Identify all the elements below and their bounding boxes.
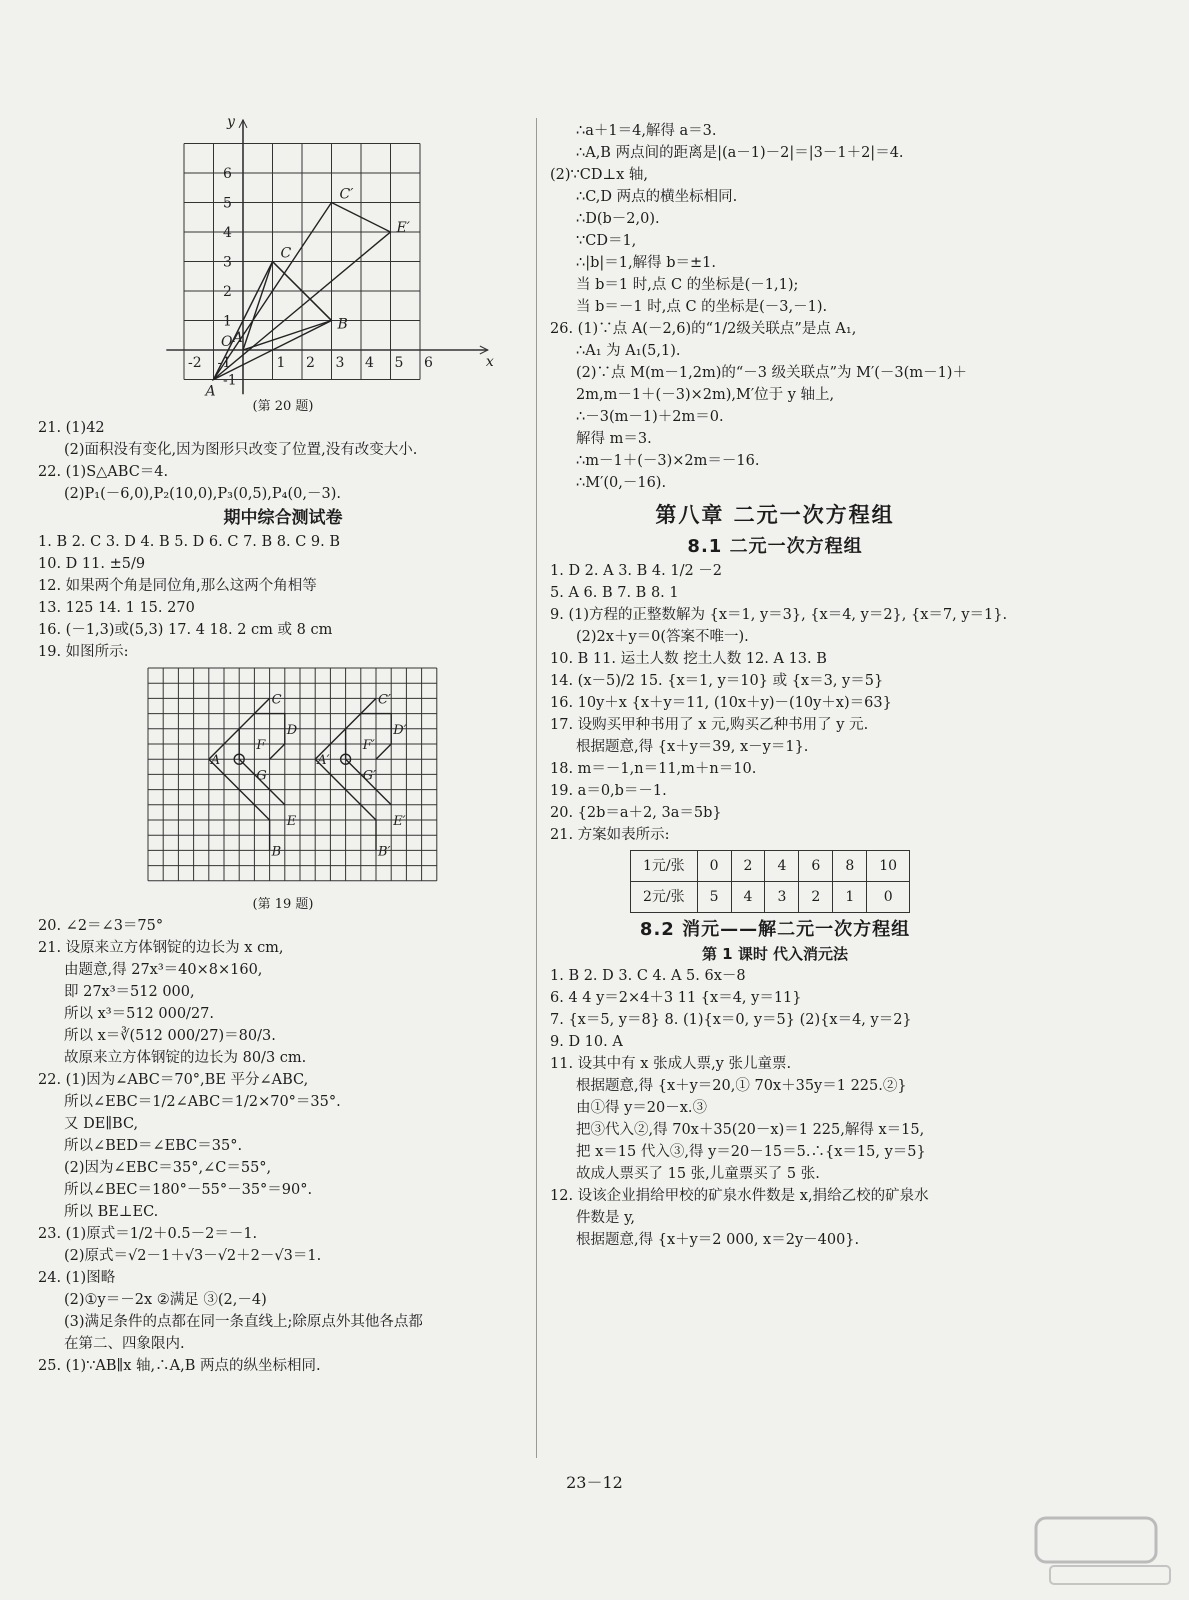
point-label: G′: [362, 768, 377, 784]
answer-line: 由①得 y＝20－x.③: [576, 1100, 708, 1116]
point-label: E′: [396, 220, 410, 236]
answer-line: 2m,m－1＋(－3)×2m),M′位于 y 轴上,: [576, 387, 835, 403]
answer-line: 当 b＝1 时,点 C 的坐标是(－1,1);: [576, 277, 799, 293]
answer-line: 所以 x³＝512 000/27.: [64, 1006, 215, 1022]
chapter-title: 第八章 二元一次方程组: [655, 503, 895, 527]
table-cell: 3: [765, 882, 799, 913]
table-cell: 6: [799, 851, 833, 882]
answer-line: 18. m＝－1,n＝11,m＋n＝10.: [550, 761, 757, 777]
answer-line: (2)2x＋y＝0(答案不唯一).: [576, 629, 749, 645]
answer-line: 所以∠EBC＝1/2∠ABC＝1/2×70°＝35°.: [64, 1094, 341, 1110]
answer-line: 根据题意,得 {x＋y＝39, x－y＝1}.: [576, 739, 809, 755]
y-tick-label: 6: [223, 166, 232, 182]
table-cell: 8: [833, 851, 867, 882]
midterm-title: 期中综合测试卷: [223, 508, 343, 528]
answer-line: 24. (1)图略: [38, 1270, 116, 1286]
answer-line: 22. (1)因为∠ABC＝70°,BE 平分∠ABC,: [38, 1072, 309, 1088]
section-title: 8.2 消元——解二元一次方程组: [639, 919, 911, 940]
answer-line: 所以 x＝∛(512 000/27)＝80/3.: [64, 1028, 276, 1044]
answer-line: ∴|b|＝1,解得 b＝±1.: [576, 255, 716, 271]
x-tick-label: -1: [217, 355, 232, 371]
answer-line: (2)①y＝－2x ②满足 ③(2,－4): [64, 1292, 267, 1308]
y-tick-label: 4: [223, 225, 232, 241]
answer-line: 当 b＝－1 时,点 C 的坐标是(－3,－1).: [576, 299, 828, 315]
y-axis-label: y: [227, 113, 235, 130]
answer-line: (2)∵CD⊥x 轴,: [550, 167, 649, 183]
table-cell: 1: [833, 882, 867, 913]
answer-line: (2)∵点 M(m－1,2m)的“－3 级关联点”为 M′(－3(m－1)＋: [576, 365, 967, 381]
answer-line: 26. (1)∵点 A(－2,6)的“1/2级关联点”是点 A₁,: [550, 321, 857, 337]
answer-line: 所以 BE⊥EC.: [64, 1204, 159, 1220]
table-cell: 2: [799, 882, 833, 913]
y-tick-label: -1: [223, 372, 237, 389]
answer-line: 19. 如图所示:: [38, 644, 129, 660]
x-tick-label: -2: [188, 355, 202, 371]
x-tick-label: 3: [335, 355, 345, 371]
answer-line: 13. 125 14. 1 15. 270: [38, 600, 195, 616]
answer-line: 解得 m＝3.: [576, 431, 652, 447]
table-cell: 1元/张: [631, 851, 698, 882]
answer-line: 14. (x－5)/2 15. {x＝1, y＝10} 或 {x＝3, y＝5}: [550, 673, 884, 689]
answer-line: 把③代入②,得 70x＋35(20－x)＝1 225,解得 x＝15,: [576, 1122, 925, 1138]
y-tick-label: 2: [223, 284, 232, 300]
answer-line: (2)原式＝√2－1＋√3－√2＋2－√3＝1.: [64, 1248, 322, 1264]
table-cell: 5: [697, 882, 731, 913]
answer-line: 12. 如果两个角是同位角,那么这两个角相等: [38, 578, 317, 594]
answer-line: ∴－3(m－1)＋2m＝0.: [576, 409, 724, 425]
x-tick-label: 5: [394, 355, 404, 371]
answer-line: 6. 4 4 y＝2×4＋3 11 {x＝4, y＝11}: [550, 990, 802, 1006]
lesson-title: 第 1 课时 代入消元法: [701, 945, 849, 963]
answer-line: 21. 设原来立方体钢锭的边长为 x cm,: [38, 940, 284, 956]
table-cell: 2元/张: [631, 882, 698, 913]
point-label: C: [271, 692, 282, 708]
answer-line: 7. {x＝5, y＝8} 8. (1){x＝0, y＝5} (2){x＝4, y＝2}: [550, 1012, 912, 1028]
answer-line: 19. a＝0,b＝－1.: [550, 783, 667, 799]
answer-line: (2)P₁(－6,0),P₂(10,0),P₃(0,5),P₄(0,－3).: [64, 486, 341, 502]
answer-line: 12. 设该企业捐给甲校的矿泉水件数是 x,捐给乙校的矿泉水: [550, 1188, 929, 1204]
point-label: A: [210, 753, 221, 769]
answer-line: 1. B 2. D 3. C 4. A 5. 6x－8: [550, 968, 746, 984]
x-tick-label: 4: [365, 355, 374, 371]
answer-line: 把 x＝15 代入③,得 y＝20－15＝5.∴{x＝15, y＝5}: [576, 1144, 926, 1160]
answer-line: 5. A 6. B 7. B 8. 1: [550, 585, 679, 601]
point-label: C′: [378, 692, 391, 708]
answer-line: 10. D 11. ±5/9: [38, 556, 146, 572]
table-cell: 10: [867, 851, 910, 882]
figure-19: [38, 663, 498, 888]
point-label: D: [286, 722, 298, 738]
answer-line: 17. 设购买甲种书用了 x 元,购买乙种书用了 y 元.: [550, 717, 869, 733]
figure-20: [38, 113, 498, 400]
answer-line: 由题意,得 27x³＝40×8×160,: [64, 962, 263, 978]
point-label: C′: [339, 186, 354, 203]
answer-line: (2)面积没有变化,因为图形只改变了位置,没有改变大小.: [64, 442, 418, 458]
answer-line: 25. (1)∵AB∥x 轴,∴A,B 两点的纵坐标相同.: [38, 1358, 321, 1374]
table-cell: 2: [731, 851, 765, 882]
answer-line: 21. (1)42: [38, 420, 105, 436]
point-label: A′: [317, 753, 330, 769]
answer-line: 故成人票买了 15 张,儿童票买了 5 张.: [576, 1166, 820, 1182]
point-label: A′: [233, 330, 247, 346]
answer-line: ∴M′(0,－16).: [576, 475, 667, 491]
answer-line: 根据题意,得 {x＋y＝2 000, x＝2y－400}.: [576, 1232, 860, 1248]
answer-line: ∴m－1＋(－3)×2m＝－16.: [576, 453, 760, 469]
x-axis-label: x: [485, 354, 494, 370]
answer-line: 1. D 2. A 3. B 4. 1/2 －2: [550, 563, 723, 579]
answer-line: ∴A₁ 为 A₁(5,1).: [576, 343, 681, 359]
answer-line: 所以∠BED＝∠EBC＝35°.: [64, 1138, 243, 1154]
answer-line: 1. B 2. C 3. D 4. B 5. D 6. C 7. B 8. C 9. B: [38, 534, 341, 550]
table-cell: 4: [731, 882, 765, 913]
answer-line: (2)因为∠EBC＝35°,∠C＝55°,: [64, 1160, 272, 1176]
answer-line: 23. (1)原式＝1/2＋0.5－2＝－1.: [38, 1226, 258, 1242]
table-cell: 0: [867, 882, 910, 913]
figure-20-caption: (第 20 题): [252, 399, 314, 414]
table-cell: 4: [765, 851, 799, 882]
point-label: E: [286, 814, 297, 829]
answer-line: 9. D 10. A: [550, 1034, 623, 1050]
answer-line: 又 DE∥BC,: [64, 1116, 139, 1132]
y-tick-label: 5: [223, 195, 232, 212]
watermark-logo: [1030, 1510, 1180, 1590]
point-label: E′: [393, 814, 406, 829]
point-label: F′: [362, 738, 375, 753]
answer-line: 16. (－1,3)或(5,3) 17. 4 18. 2 cm 或 8 cm: [38, 622, 333, 638]
point-label: G: [256, 768, 267, 784]
point-label: C: [280, 245, 292, 262]
answer-line: ∴a＋1＝4,解得 a＝3.: [576, 123, 717, 139]
answer-line: 件数是 y,: [576, 1210, 635, 1226]
x-tick-label: 2: [306, 355, 315, 371]
point-label: B: [337, 316, 348, 333]
y-tick-label: 3: [223, 254, 232, 271]
answer-line: 10. B 11. 运土人数 挖土人数 12. A 13. B: [550, 651, 827, 667]
answer-line: 故原来立方体钢锭的边长为 80/3 cm.: [64, 1050, 307, 1066]
point-label: O: [221, 334, 233, 350]
right-column: [550, 120, 1008, 1251]
answer-line: 21. 方案如表所示:: [550, 827, 670, 843]
answer-line: ∴C,D 两点的横坐标相同.: [576, 189, 738, 205]
answer-line: 所以∠BEC＝180°－55°－35°＝90°.: [64, 1182, 313, 1198]
x-tick-label: 6: [424, 355, 433, 371]
answer-line: 20. {2b＝a＋2, 3a＝5b}: [550, 805, 722, 821]
point-label: A: [205, 383, 216, 400]
answer-line: (3)满足条件的点都在同一条直线上;除原点外其他各点都: [64, 1314, 423, 1330]
answer-line: 在第二、四象限内.: [64, 1336, 185, 1352]
answer-line: 根据题意,得 {x＋y＝20,① 70x＋35y＝1 225.②}: [576, 1078, 907, 1094]
answer-line: ∵CD＝1,: [576, 233, 637, 249]
answer-line: 9. (1)方程的正整数解为 {x＝1, y＝3}, {x＝4, y＝2}, {x＝7, y＝1}.: [550, 607, 1008, 623]
section-title: 8.1 二元一次方程组: [687, 536, 863, 557]
table-row: [631, 851, 910, 882]
left-column: [38, 113, 528, 1377]
point-label: D′: [393, 722, 407, 738]
figure-19-caption: (第 19 题): [252, 897, 314, 912]
column-divider: [536, 118, 537, 1458]
answer-line: ∴A,B 两点间的距离是|(a－1)－2|＝|3－1＋2|＝4.: [576, 145, 904, 161]
answer-line: 即 27x³＝512 000,: [64, 984, 195, 1000]
page-number: 23－12: [566, 1473, 623, 1492]
triangle-inner: [243, 262, 332, 351]
point-label: B: [271, 844, 282, 860]
table-cell: 0: [697, 851, 731, 882]
answer-line: 22. (1)S△ABC＝4.: [38, 464, 169, 480]
answer-line: ∴D(b－2,0).: [576, 211, 660, 227]
table-row: [631, 882, 910, 913]
point-label: F: [256, 738, 266, 753]
answer-line: 11. 设其中有 x 张成人票,y 张儿童票.: [550, 1056, 792, 1072]
x-tick-label: 1: [276, 355, 286, 371]
plan-table: [630, 850, 910, 913]
answer-line: 16. 10y＋x {x＋y＝11, (10x＋y)－(10y＋x)＝63}: [550, 695, 892, 711]
point-label: B′: [378, 844, 391, 860]
y-tick-label: 1: [223, 313, 232, 330]
answer-line: 20. ∠2＝∠3＝75°: [38, 918, 164, 934]
